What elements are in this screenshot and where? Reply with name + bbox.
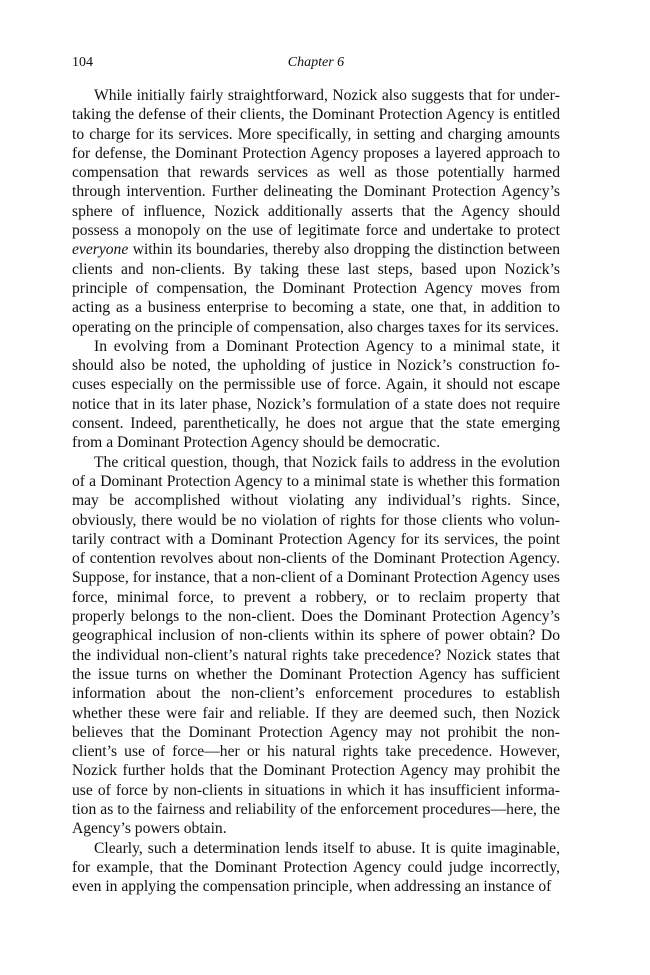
emphasized-word: everyone — [72, 241, 129, 259]
paragraph-4: Clearly, such a determination lends itself to abuse. It is quite imaginable, for example, that the Dominant Protection Agency could judge incorrectly, even in applying the compensation principle, when addressing an instance of — [72, 839, 560, 896]
paragraph-1 — [72, 86, 560, 337]
chapter-title: Chapter 6 — [287, 55, 345, 70]
paragraph-1-text-b: within its boundaries, thereby also dropping the distinction between clients and non-clients. By taking these last steps, based upon Nozick’s principle of compensation, the Dominant Protection Agency moves from acting as a business enterprise to becoming a state, one that, in addition to operating on the principle of compensation, also charges taxes for its services. — [72, 241, 560, 336]
paragraph-2: In evolving from a Dominant Protection Agency to a minimal state, it should also be noted, the upholding of justice in Nozick’s construction focuses especially on the permissible use of force. Again, it should not escape notice that in its later phase, Nozick’s formulation of a state does not require consent. Indeed, parenthetically, he does not argue that the state emerging from a Dominant Protection Agency should be democratic. — [72, 337, 560, 452]
running-head — [72, 55, 560, 75]
paragraph-3: The critical question, though, that Nozick fails to address in the evolution of a Dominant Protection Agency to a minimal state is whether this formation may be accomplished without violating any individual’s rights. Since, obviously, there would be no violation of rights for those clients who voluntarily contract with a Dominant Protection Agency for its services, the point of contention revolves about non-clients of the Dominant Protection Agency. Suppose, for instance, that a non-client of a Dominant Protection Agency uses force, minimal force, to prevent a robbery, or to reclaim property that properly belongs to the non-client. Does the Dominant Protection Agency’s geographical inclusion of non-clients within its sphere of power obtain? Do the individual non-client’s natural rights take precedence? Nozick states that the issue turns on whether the Dominant Protection Agency has sufficient information about the non-client’s enforcement procedures to establish whether these were fair and reliable. If they are deemed such, then Nozick believes that the Dominant Protection Agency may not prohibit the nonclient’s use of force—her or his natural rights take precedence. However, Nozick further holds that the Dominant Protection Agency may prohibit the use of force by non-clients in situations in which it has insufficient information as to the fairness and reliability of the enforcement procedures—here, the Agency’s powers obtain. — [72, 453, 560, 838]
paragraph-1-text-a: While initially fairly straightforward, Nozick also suggests that for undertaking the defense of their clients, the Dominant Protection Agency is entitled to charge for its services. More specifically, in setting and charging amounts for defense, the Dominant Protection Agency proposes a layered approach to compensation that rewards services as well as those potentially harmed through intervention. Further delineating the Dominant Protection Agency’s sphere of influence, Nozick additionally asserts that the Agency should possess a monopoly on the use of legitimate force and undertake to protect — [72, 87, 560, 240]
page-number: 104 — [72, 55, 93, 70]
body-text — [72, 86, 560, 896]
